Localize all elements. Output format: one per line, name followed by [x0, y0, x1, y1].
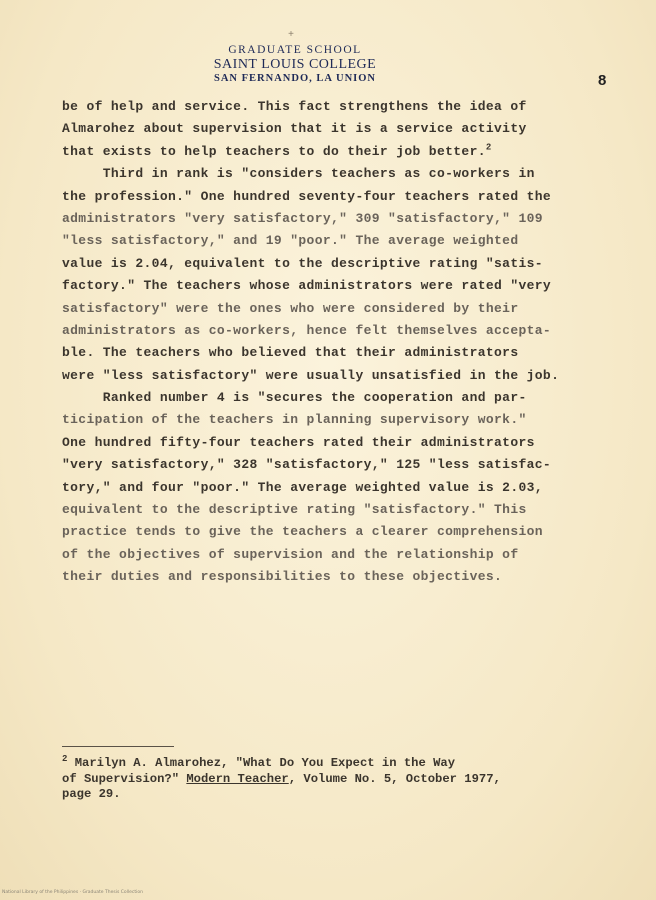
body-line: "very satisfactory," 328 "satisfactory," 125 "less satisfac- — [62, 457, 552, 473]
body-line: practice tends to give the teachers a clearer comprehension — [62, 524, 543, 540]
journal-title: Modern Teacher — [186, 771, 289, 786]
body-line: be of help and service. This fact strengthens the idea of — [62, 99, 527, 114]
footnote-line: page 29. — [62, 787, 121, 801]
body-line: One hundred fifty-four teachers rated their administrators — [62, 434, 535, 450]
body-line: ticipation of the teachers in planning supervisory work." — [62, 412, 527, 428]
footnote-text: , Volume No. 5, October 1977, — [288, 771, 501, 786]
footnote-divider — [62, 746, 174, 747]
body-line: Third in rank is "considers teachers as co-workers in — [62, 166, 535, 182]
footnote-text: Marilyn A. Almarohez, "What Do You Expect in the Way — [74, 756, 456, 770]
body-line: administrators as co-workers, hence felt themselves accepta- — [62, 322, 552, 338]
body-line: Almarohez about supervision that it is a service activity — [62, 121, 527, 137]
letterhead-school: GRADUATE SCHOOL — [228, 44, 362, 56]
body-line: the profession." One hundred seventy-four teachers rated the — [62, 188, 552, 204]
body-line: ble. The teachers who believed that their administrators — [62, 345, 519, 361]
footnote-number: 2 — [62, 753, 68, 764]
body-line-text: that exists to help teachers to do their job better. — [62, 143, 486, 159]
body-line: their duties and responsibilities to these objectives. — [62, 569, 503, 585]
footnote — [62, 753, 622, 803]
body-line — [62, 141, 622, 163]
footnote-line — [62, 772, 622, 788]
body-line: equivalent to the descriptive rating "satisfactory." This — [62, 502, 527, 518]
body-line: were "less satisfactory" were usually unsatisfied in the job. — [62, 367, 560, 383]
footnote-line — [62, 753, 622, 772]
body-line: administrators "very satisfactory," 309 "satisfactory," 109 — [62, 210, 543, 226]
body-text — [62, 96, 622, 589]
body-line: satisfactory" were the ones who were considered by their — [62, 300, 519, 316]
letterhead — [150, 44, 440, 85]
body-line: "less satisfactory," and 19 "poor." The average weighted — [62, 233, 519, 249]
body-line: of the objectives of supervision and the relationship of — [62, 546, 519, 562]
top-mark: + — [288, 30, 295, 41]
body-line: tory," and four "poor." The average weighted value is 2.03, — [62, 479, 543, 495]
body-line: value is 2.04, equivalent to the descriptive rating "satis- — [62, 255, 543, 271]
body-line: factory." The teachers whose administrators were rated "very — [62, 278, 552, 294]
body-line: Ranked number 4 is "secures the cooperation and par- — [62, 390, 527, 406]
letterhead-college: SAINT LOUIS COLLEGE — [213, 57, 377, 72]
footnote-reference: 2 — [485, 142, 492, 153]
letterhead-address: SAN FERNANDO, LA UNION — [213, 73, 376, 84]
footnote-text: of Supervision?" — [62, 771, 187, 786]
page-number: 8 — [598, 72, 607, 89]
archive-note: National Library of the Philippines · Graduate Thesis Collection — [2, 890, 143, 895]
